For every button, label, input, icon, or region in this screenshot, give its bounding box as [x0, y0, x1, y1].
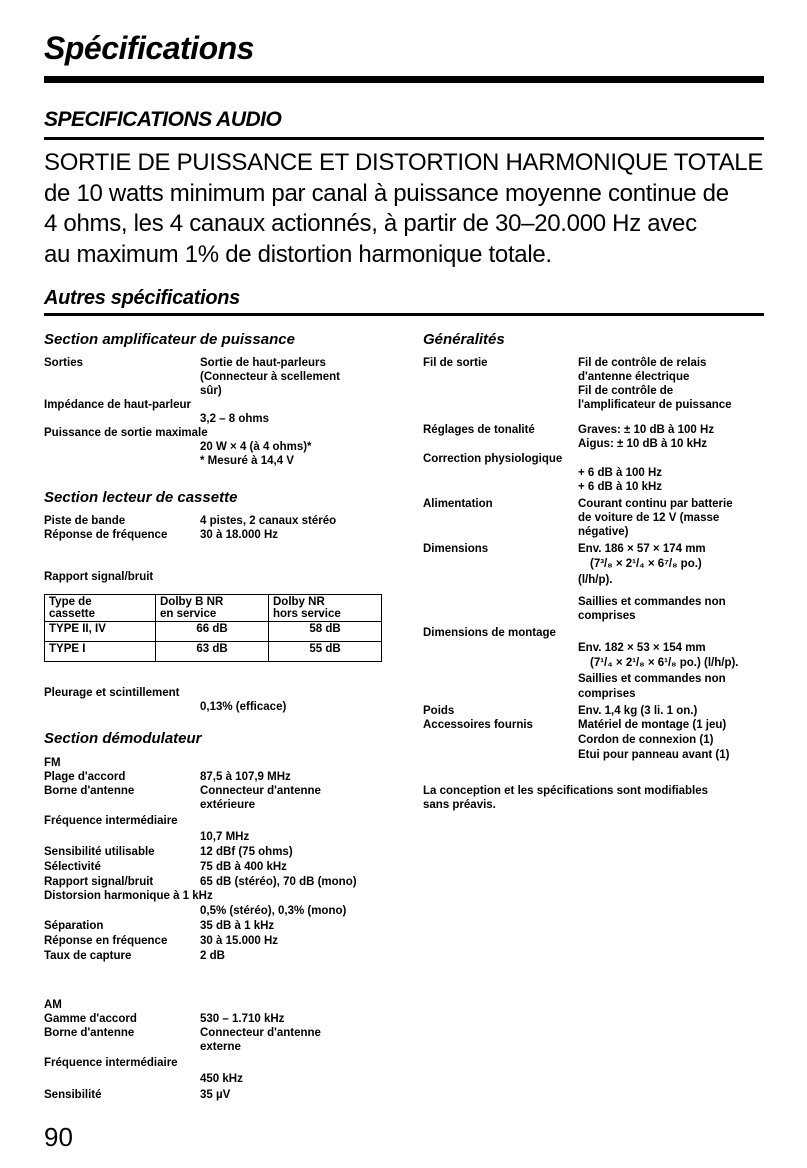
spec-label: Réponse de fréquence	[44, 529, 168, 541]
spec-value: l'amplificateur de puissance	[578, 399, 732, 411]
snr-table	[44, 594, 382, 662]
spec-value: Fil de contrôle de	[578, 385, 674, 397]
table-row	[45, 622, 382, 642]
table-cell: 66 dB	[156, 622, 269, 642]
spec-value: Courant continu par batterie	[578, 498, 733, 510]
spec-value: (7³/₈ × 2¹/₄ × 6⁷/₈ po.)	[590, 558, 702, 570]
spec-value: Connecteur d'antenne	[200, 785, 321, 797]
spec-label: Borne d'antenne	[44, 1027, 135, 1039]
spec-label: Plage d'accord	[44, 771, 126, 783]
fm-label: FM	[44, 757, 61, 769]
spec-value: 530 – 1.710 kHz	[200, 1013, 285, 1025]
amp-section-title: Section amplificateur de puissance	[44, 331, 295, 348]
spec-value: Graves: ± 10 dB à 100 Hz	[578, 424, 715, 436]
power-line: SORTIE DE PUISSANCE ET DISTORTION HARMONIQUE TOTALE	[44, 149, 764, 176]
spec-value: Matériel de montage (1 jeu)	[578, 719, 727, 731]
table-cell: 58 dB	[269, 622, 382, 642]
power-line: de 10 watts minimum par canal à puissance moyenne continue de	[44, 179, 729, 207]
spec-value: Sortie de haut-parleurs	[200, 357, 326, 369]
spec-label: Accessoires fournis	[423, 719, 533, 731]
page-title: Spécifications	[44, 30, 254, 66]
spec-label: Correction physiologique	[423, 453, 563, 465]
spec-value: 30 à 15.000 Hz	[200, 935, 279, 947]
table-cell: 63 dB	[156, 642, 269, 662]
demod-section-title: Section démodulateur	[44, 730, 202, 747]
spec-label: Rapport signal/bruit	[44, 876, 154, 888]
design-note: La conception et les spécifications sont modifiables	[423, 785, 709, 797]
spec-label: Réglages de tonalité	[423, 424, 535, 436]
table-cell: 55 dB	[269, 642, 382, 662]
spec-value: 65 dB (stéréo), 70 dB (mono)	[200, 876, 357, 888]
spec-value: comprises	[578, 610, 636, 622]
spec-value: 0,5% (stéréo), 0,3% (mono)	[200, 905, 347, 917]
other-specs-rule	[44, 313, 764, 316]
spec-value: 450 kHz	[200, 1073, 243, 1085]
spec-label: Réponse en fréquence	[44, 935, 168, 947]
spec-value: Saillies et commandes non	[578, 596, 726, 608]
table-header: Dolby NR hors service	[269, 595, 382, 622]
spec-value: 4 pistes, 2 canaux stéréo	[200, 515, 337, 527]
spec-value: comprises	[578, 688, 636, 700]
power-line: 4 ohms, les 4 canaux actionnés, à partir de 30–20.000 Hz avec	[44, 210, 697, 237]
power-line: au maximum 1% de distortion harmonique totale.	[44, 240, 552, 268]
spec-label: Alimentation	[423, 498, 493, 510]
spec-value: Connecteur d'antenne	[200, 1027, 321, 1039]
spec-label: Séparation	[44, 920, 104, 932]
spec-label: Puissance de sortie maximale	[44, 427, 208, 439]
spec-label: Dimensions de montage	[423, 627, 556, 639]
spec-value: négative)	[578, 526, 629, 538]
spec-value: Fil de contrôle de relais	[578, 357, 707, 369]
spec-label: Pleurage et scintillement	[44, 687, 180, 699]
table-header: Dolby B NR en service	[156, 595, 269, 622]
spec-label: Fréquence intermédiaire	[44, 1057, 178, 1069]
cassette-section-title: Section lecteur de cassette	[44, 489, 238, 506]
spec-value: d'antenne électrique	[578, 371, 690, 383]
table-cell: TYPE II, IV	[45, 622, 156, 642]
spec-value: sûr)	[200, 385, 222, 397]
spec-value: 0,13% (efficace)	[200, 701, 287, 713]
spec-label: Impédance de haut-parleur	[44, 399, 191, 411]
spec-label: Dimensions	[423, 543, 489, 555]
table-cell: TYPE I	[45, 642, 156, 662]
table-header-row	[45, 595, 382, 622]
spec-label: Gamme d'accord	[44, 1013, 137, 1025]
spec-label: Taux de capture	[44, 950, 132, 962]
spec-value: 20 W × 4 (à 4 ohms)*	[200, 441, 312, 453]
spec-value: Saillies et commandes non	[578, 673, 726, 685]
spec-label: Borne d'antenne	[44, 785, 135, 797]
table-header: Type de cassette	[45, 595, 156, 622]
spec-value: 35 dB à 1 kHz	[200, 920, 275, 932]
spec-label: Sorties	[44, 357, 83, 369]
spec-label: Poids	[423, 705, 455, 717]
spec-value: 12 dBf (75 ohms)	[200, 846, 293, 858]
spec-value: 75 dB à 400 kHz	[200, 861, 287, 873]
spec-note: * Mesuré à 14,4 V	[200, 455, 294, 467]
audio-section-heading: SPECIFICATIONS AUDIO	[44, 108, 282, 131]
spec-label: Fil de sortie	[423, 357, 488, 369]
page-number: 90	[44, 1122, 73, 1152]
spec-value: (Connecteur à scellement	[200, 371, 340, 383]
spec-value: Cordon de connexion (1)	[578, 734, 714, 746]
spec-label: Fréquence intermédiaire	[44, 815, 178, 827]
spec-value: extérieure	[200, 799, 255, 811]
spec-value: 10,7 MHz	[200, 831, 250, 843]
spec-value: 3,2 – 8 ohms	[200, 413, 270, 425]
general-section-title: Généralités	[423, 331, 505, 348]
spec-label: Piste de bande	[44, 515, 126, 527]
spec-value: 35 µV	[200, 1089, 231, 1101]
power-statement	[44, 148, 774, 270]
spec-value: + 6 dB à 100 Hz	[578, 467, 663, 479]
spec-value: Env. 182 × 53 × 154 mm	[578, 642, 706, 654]
spec-value: 87,5 à 107,9 MHz	[200, 771, 291, 783]
spec-value: (7¹/₄ × 2¹/₈ × 6¹/₈ po.) (l/h/p).	[590, 657, 739, 669]
spec-value: 30 à 18.000 Hz	[200, 529, 279, 541]
audio-rule	[44, 137, 764, 140]
spec-value: Env. 186 × 57 × 174 mm	[578, 543, 706, 555]
spec-label: Sensibilité	[44, 1089, 102, 1101]
spec-label: Sélectivité	[44, 861, 101, 873]
spec-value: 2 dB	[200, 950, 225, 962]
spec-label: Distorsion harmonique à 1 kHz	[44, 890, 213, 902]
spec-label: Rapport signal/bruit	[44, 571, 154, 583]
other-specs-heading: Autres spécifications	[44, 287, 240, 309]
spec-value: (l/h/p).	[578, 574, 613, 586]
spec-value: + 6 dB à 10 kHz	[578, 481, 663, 493]
spec-value: de voiture de 12 V (masse	[578, 512, 720, 524]
spec-value: Env. 1,4 kg (3 li. 1 on.)	[578, 705, 698, 717]
am-label: AM	[44, 999, 62, 1011]
title-rule	[44, 76, 764, 83]
table-row	[45, 642, 382, 662]
spec-value: Etui pour panneau avant (1)	[578, 749, 730, 761]
design-note: sans préavis.	[423, 799, 496, 811]
spec-label: Sensibilité utilisable	[44, 846, 155, 858]
spec-value: externe	[200, 1041, 241, 1053]
spec-value: Aigus: ± 10 dB à 10 kHz	[578, 438, 708, 450]
